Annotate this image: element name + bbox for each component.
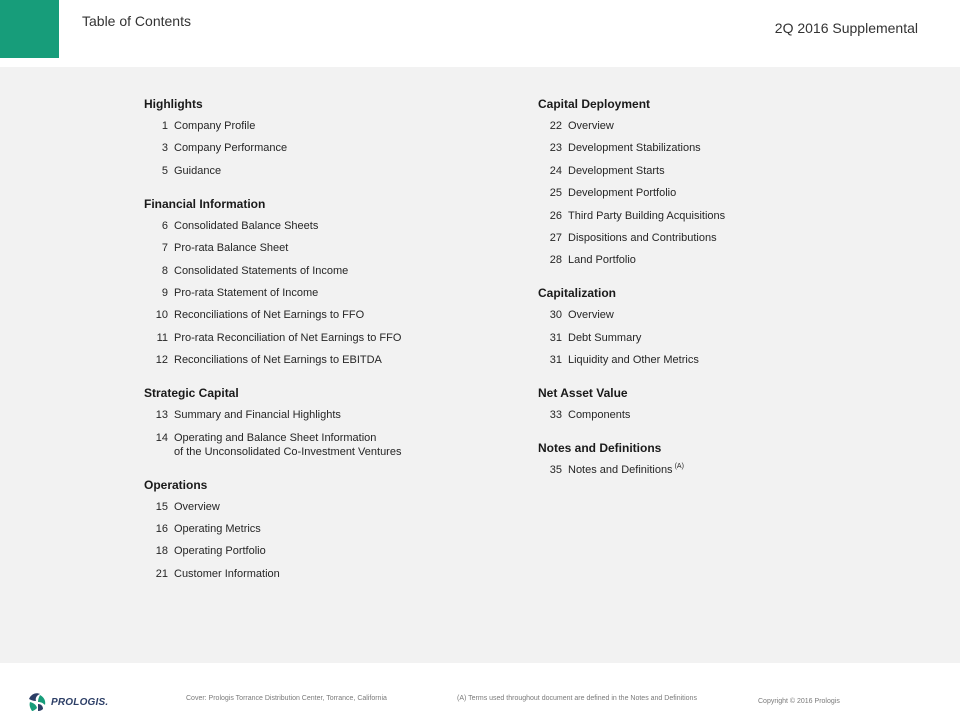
entry-label: [568, 331, 918, 345]
entry-label: [568, 231, 918, 245]
toc-entry[interactable]: [538, 141, 918, 155]
page-number: 12: [155, 354, 168, 367]
entry-label: [174, 219, 524, 233]
supplemental-title: 2Q 2016 Supplemental: [774, 20, 918, 36]
page-number: 30: [549, 309, 562, 322]
toc-entry[interactable]: [538, 353, 918, 367]
toc-section-notes-and-definitions: [538, 440, 918, 477]
page-number: 16: [155, 522, 168, 535]
toc-entry[interactable]: [144, 141, 524, 155]
entry-label: [174, 431, 524, 459]
toc-entry[interactable]: [144, 500, 524, 514]
entry-label: [568, 353, 918, 367]
logo-text: PROLOGIS.: [51, 696, 109, 708]
entry-label: [174, 522, 524, 536]
entry-label-text: Development Starts: [568, 164, 665, 177]
toc-section-financial-information: [144, 196, 524, 367]
entry-label: [568, 186, 918, 200]
entry-label-text: Third Party Building Acquisitions: [568, 209, 726, 222]
page-number: 8: [161, 264, 168, 277]
page-number: 25: [549, 187, 562, 200]
cover-caption: Cover: Prologis Torrance Distribution Center, Torrance, California: [186, 695, 387, 702]
section-title: Operations: [144, 477, 208, 492]
entry-label: [568, 164, 918, 178]
page-number: 7: [161, 242, 168, 255]
entry-label-text: Summary and Financial Highlights: [174, 409, 341, 422]
page-title: Table of Contents: [82, 13, 191, 29]
entry-label-text: Development Stabilizations: [568, 142, 701, 155]
entry-label: [174, 241, 524, 255]
entry-label-text: Liquidity and Other Metrics: [568, 354, 699, 367]
page-number: 24: [549, 164, 562, 177]
toc-entry[interactable]: [538, 119, 918, 133]
section-title: Net Asset Value: [538, 386, 628, 401]
page-number: 31: [549, 354, 562, 367]
entry-label: [568, 408, 918, 422]
entry-label-text: Operating Portfolio: [174, 545, 266, 558]
page-number: 22: [549, 120, 562, 132]
page-number: 21: [155, 567, 168, 580]
toc-entry[interactable]: [144, 286, 524, 300]
entry-label: [174, 544, 524, 558]
entry-label-continuation: of the Unconsolidated Co-Investment Ventures: [174, 445, 402, 458]
toc-entry[interactable]: [144, 353, 524, 367]
entry-label: [568, 209, 918, 223]
toc-content: [0, 67, 960, 663]
toc-entry[interactable]: [538, 331, 918, 345]
entry-label-text: Overview: [568, 309, 614, 322]
entry-label-text: Operating and Balance Sheet Information: [174, 431, 377, 444]
page-number: 15: [155, 500, 168, 513]
section-title: Capitalization: [538, 286, 617, 301]
section-title: Strategic Capital: [144, 386, 239, 401]
toc-entry[interactable]: [538, 408, 918, 422]
entry-label-text: Development Portfolio: [568, 187, 677, 200]
entry-label: [174, 408, 524, 422]
page-number: 11: [156, 331, 168, 344]
entry-label-text: Customer Information: [174, 567, 280, 580]
page-number: 27: [549, 231, 562, 244]
entry-label: [174, 119, 524, 133]
entry-label-text: Notes and Definitions: [568, 464, 673, 477]
entry-label-text: Consolidated Statements of Income: [174, 264, 349, 277]
toc-entry[interactable]: [538, 231, 918, 245]
entry-label: [174, 141, 524, 155]
entry-label: [174, 353, 524, 367]
toc-entry[interactable]: [144, 408, 524, 422]
entry-label: [568, 253, 918, 267]
entry-label-text: Operating Metrics: [174, 522, 261, 535]
prologis-logo: [26, 691, 108, 713]
terms-footnote: (A) Terms used throughout document are defined in the Notes and Definitions: [457, 695, 697, 702]
entry-label: [568, 119, 918, 133]
toc-section-net-asset-value: [538, 385, 918, 422]
toc-entry[interactable]: [144, 264, 524, 278]
section-title: Highlights: [144, 97, 203, 111]
toc-right-column: [538, 96, 918, 495]
toc-entry[interactable]: [144, 219, 524, 233]
entry-label-text: Company Performance: [174, 142, 288, 155]
toc-entry[interactable]: [538, 308, 918, 322]
page-number: 6: [161, 219, 168, 232]
toc-entry[interactable]: [538, 186, 918, 200]
page-footer: [0, 663, 960, 720]
entry-label-text: Pro-rata Reconciliation of Net Earnings to FFO: [174, 331, 402, 344]
toc-entry[interactable]: [144, 544, 524, 558]
copyright: Copyright © 2016 Prologis: [758, 698, 840, 705]
entry-label-text: Overview: [568, 120, 614, 132]
section-title: Notes and Definitions: [538, 441, 662, 456]
entry-label: [174, 264, 524, 278]
entry-label-text: Company Profile: [174, 120, 256, 132]
entry-label: [174, 164, 524, 178]
page-number: 13: [155, 409, 168, 422]
page-number: 23: [549, 142, 562, 155]
entry-label-text: Overview: [174, 500, 220, 513]
toc-entry[interactable]: [538, 209, 918, 223]
toc-section-capitalization: [538, 285, 918, 367]
toc-entry[interactable]: [144, 164, 524, 178]
toc-entry[interactable]: [538, 164, 918, 178]
entry-label-text: Consolidated Balance Sheets: [174, 219, 319, 232]
footnote-marker: (A): [674, 463, 684, 471]
toc-entry[interactable]: [144, 241, 524, 255]
toc-entry[interactable]: [144, 567, 524, 581]
header-accent-block: [0, 0, 59, 58]
entry-label: [174, 308, 524, 322]
page-number: 26: [549, 209, 562, 222]
toc-entry[interactable]: [144, 431, 524, 459]
page-number: 18: [155, 545, 168, 558]
toc-entry[interactable]: [144, 331, 524, 345]
entry-label-text: Guidance: [174, 164, 222, 177]
page-number: 31: [549, 331, 562, 344]
entry-label: [568, 308, 918, 322]
toc-entry[interactable]: [538, 253, 918, 267]
toc-entry[interactable]: [144, 119, 524, 133]
page-number: 14: [155, 431, 168, 444]
toc-section-operations: [144, 477, 524, 581]
prologis-globe-icon: [26, 691, 48, 713]
toc-section-highlights: [144, 96, 524, 178]
page-number: 3: [161, 142, 168, 155]
section-title: Financial Information: [144, 196, 266, 211]
entry-label-text: Reconciliations of Net Earnings to EBITDA: [174, 354, 382, 367]
page-header: [0, 0, 960, 67]
section-title: Capital Deployment: [538, 97, 651, 111]
page-number: 28: [549, 254, 562, 267]
toc-entry[interactable]: [538, 463, 918, 477]
entry-label: [174, 567, 524, 581]
page-number: 5: [161, 164, 168, 177]
entry-label: [174, 331, 524, 345]
page-number: 33: [549, 409, 562, 422]
toc-entry[interactable]: [144, 522, 524, 536]
entry-label-text: Debt Summary: [568, 331, 642, 344]
entry-label-text: Pro-rata Statement of Income: [174, 286, 319, 299]
entry-label-text: Pro-rata Balance Sheet: [174, 242, 289, 255]
toc-section-strategic-capital: [144, 385, 524, 458]
page-number: 1: [161, 120, 168, 132]
toc-left-column: [144, 96, 524, 599]
entry-label: [174, 286, 524, 300]
entry-label-text: Dispositions and Contributions: [568, 231, 717, 244]
page-number: 10: [155, 309, 168, 322]
entry-label-text: Reconciliations of Net Earnings to FFO: [174, 309, 365, 322]
entry-label: [174, 500, 524, 514]
page-number: 35: [549, 464, 562, 477]
entry-label: [568, 463, 918, 477]
entry-label: [568, 141, 918, 155]
entry-label-text: Components: [568, 409, 631, 422]
toc-section-capital-deployment: [538, 96, 918, 267]
entry-label-text: Land Portfolio: [568, 254, 636, 267]
toc-entry[interactable]: [144, 308, 524, 322]
page-number: 9: [161, 286, 168, 299]
